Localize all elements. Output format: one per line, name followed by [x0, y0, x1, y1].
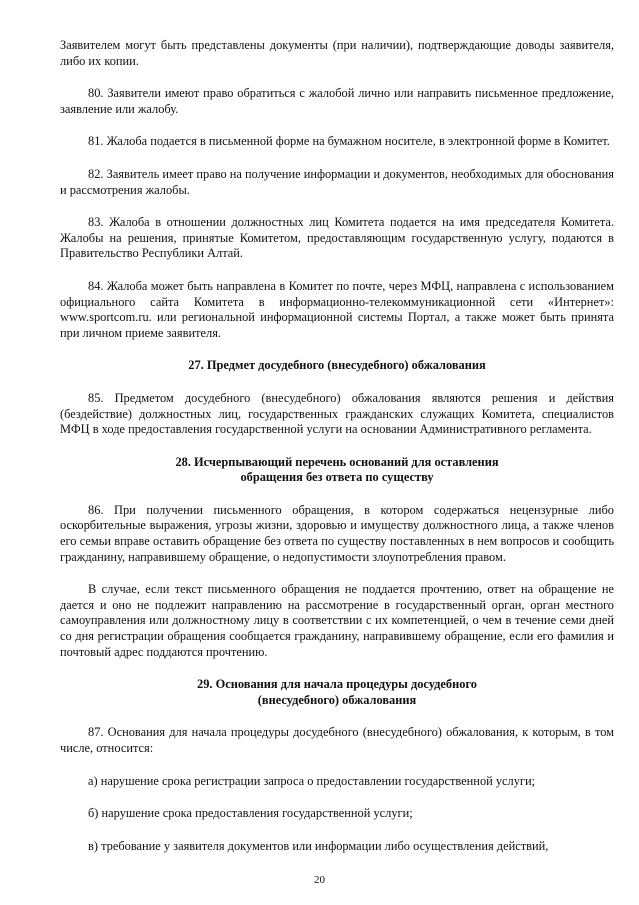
paragraph-86: 86. При получении письменного обращения, в котором содержаться нецензурные либо оскорбительные выражения, угрозы жизни, здоровью и имуществу должностного лица, а также членов его семьи вправе оставить обращение без ответа по существу поставленных в нем вопросов и сообщить гражданину, направившему обращение, о недопустимости злоупотребления правом. [60, 502, 614, 564]
section-heading-28-line1: 28. Исчерпывающий перечень оснований для оставления [175, 454, 499, 469]
paragraph-81: 81. Жалоба подается в письменной форме на бумажном носителе, в электронной форме в Комитет. [88, 134, 610, 149]
section-heading-29-line1: 29. Основания для начала процедуры досудебного [197, 677, 477, 692]
paragraph-intro: Заявителем могут быть представлены документы (при наличии), подтверждающие доводы заявителя, либо их копии. [60, 38, 614, 68]
paragraph-84: 84. Жалоба может быть направлена в Комитет по почте, через МФЦ, направлена с использованием официального сайта Комитета в информационно-телекоммуникационной сети «Интернет»: www.sportcom.ru. или региональной информационной системы Портал, а также может быть принята при личном приеме заявителя. [60, 278, 614, 340]
document-page [60, 38, 614, 871]
paragraph-87-c: в) требование у заявителя документов или информации либо осуществления действий, [88, 838, 549, 853]
paragraph-83: 83. Жалоба в отношении должностных лиц Комитета подается на имя председателя Комитета. Жалобы на решения, принятые Комитетом, предоставляющим государственную услугу, подаются в Правительство Республики Алтай. [60, 215, 614, 261]
paragraph-80: 80. Заявители имеют право обратиться с жалобой лично или направить письменное предложение, заявление или жалобу. [60, 86, 614, 116]
section-heading-29-line2: (внесудебного) обжалования [257, 692, 417, 707]
paragraph-82: 82. Заявитель имеет право на получение информации и документов, необходимых для обоснования и рассмотрения жалобы. [60, 166, 614, 197]
section-heading-28 [60, 455, 614, 486]
section-heading-28-line2: обращения без ответа по существу [240, 470, 434, 485]
paragraph-85: 85. Предметом досудебного (внесудебного) обжалования являются решения и действия (бездействие) должностных лиц, государственных гражданских служащих Комитета, специалистов МФЦ в ходе предоставления государственной услуги на основании Административного регламента. [60, 390, 614, 437]
section-heading-27-text: 27. Предмет досудебного (внесудебного) обжалования [188, 358, 486, 373]
paragraph-87-b: б) нарушение срока предоставления государственной услуги; [88, 806, 413, 821]
section-heading-27 [60, 358, 614, 374]
paragraph-87: 87. Основания для начала процедуры досудебного (внесудебного) обжалования, к которым, в том числе, относится: [60, 725, 614, 755]
paragraph-86-continued: В случае, если текст письменного обращения не поддается прочтению, ответ на обращение не дается и оно не подлежит направлению на рассмотрение в государственный орган, орган местного самоуправления или должностному лицу в соответствии с их компетенцией, о чем в течение семи дней со дня регистрации обращения сообщается гражданину, направившему обращение, если его фамилия и почтовый адрес поддаются прочтению. [60, 582, 614, 659]
paragraph-87-a: а) нарушение срока регистрации запроса о предоставлении государственной услуги; [88, 773, 536, 788]
section-heading-29 [60, 677, 614, 708]
page-number: 20 [314, 874, 325, 886]
